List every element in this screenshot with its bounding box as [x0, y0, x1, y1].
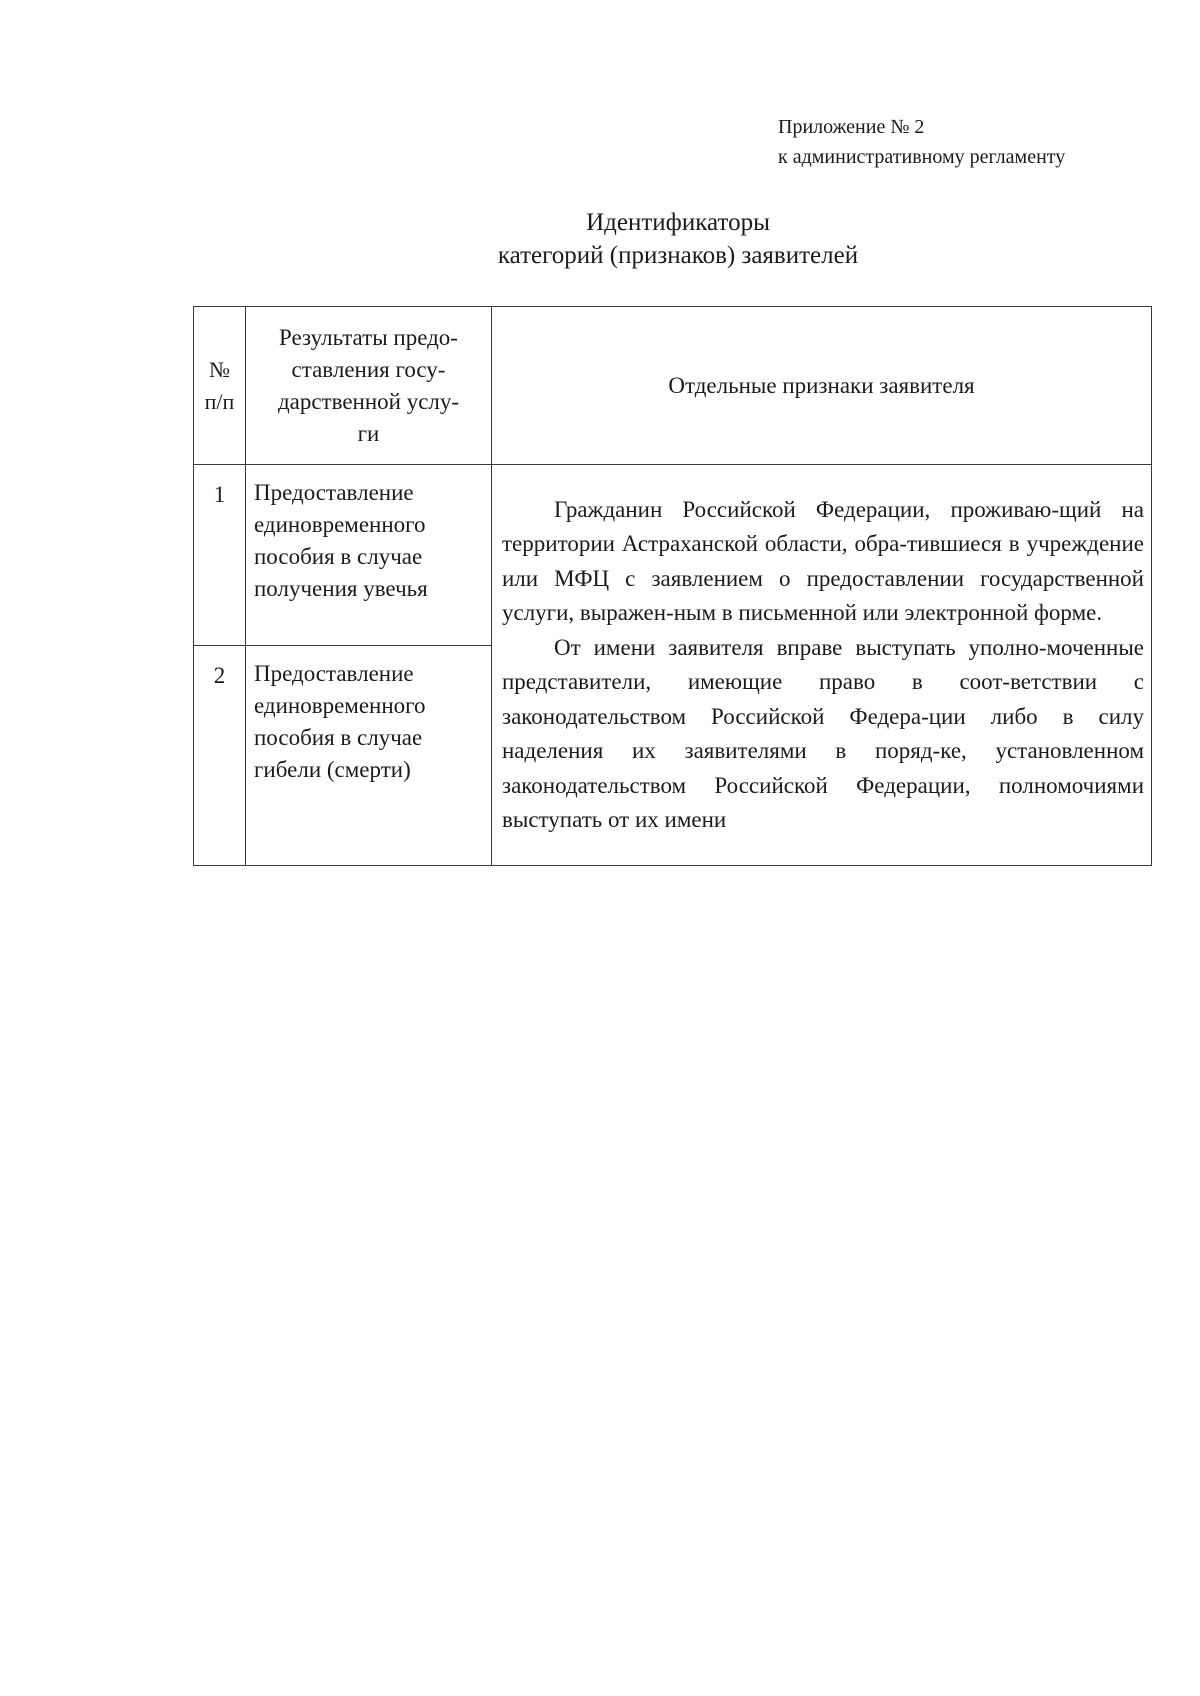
identifiers-table — [193, 306, 1152, 866]
applicant-signs — [492, 465, 1152, 866]
table-row — [194, 465, 1152, 646]
row-number: 1 — [194, 465, 246, 646]
document-title — [200, 206, 1156, 272]
signs-paragraph-2: От имени заявителя вправе выступать уполно-моченные представители, имеющие право в соот-ветствии с законодательством Российской Федера-ции либо в силу наделения их заявителями в поряд-ке, установленном законодательством Российской Федерации, полномочиями выступать от их имени — [502, 634, 1144, 832]
header-result: Результаты предо- ставления госу- дарственной услу- ги — [246, 307, 492, 465]
row-result: Предоставление единовременного пособия в случае получения увечья — [246, 465, 492, 646]
header-signs: Отдельные признаки заявителя — [492, 307, 1152, 465]
table-header-row — [194, 307, 1152, 465]
title-line-1: Идентификаторы — [586, 209, 770, 236]
appendix-note — [778, 112, 1065, 172]
title-line-2: категорий (признаков) заявителей — [497, 242, 859, 269]
row-result: Предоставление единовременного пособия в случае гибели (смерти) — [246, 646, 492, 866]
row-number: 2 — [194, 646, 246, 866]
appendix-line-1: Приложение № 2 — [778, 116, 925, 138]
header-number: № п/п — [194, 307, 246, 465]
appendix-line-2: к административному регламенту — [778, 146, 1066, 168]
signs-paragraph-1: Гражданин Российской Федерации, проживаю-щий на территории Астраханской области, обра-тившиеся в учреждение или МФЦ с заявлением о предоставлении государственной услуги, выражен-ным в письменной или электронной форме. — [502, 496, 1144, 625]
